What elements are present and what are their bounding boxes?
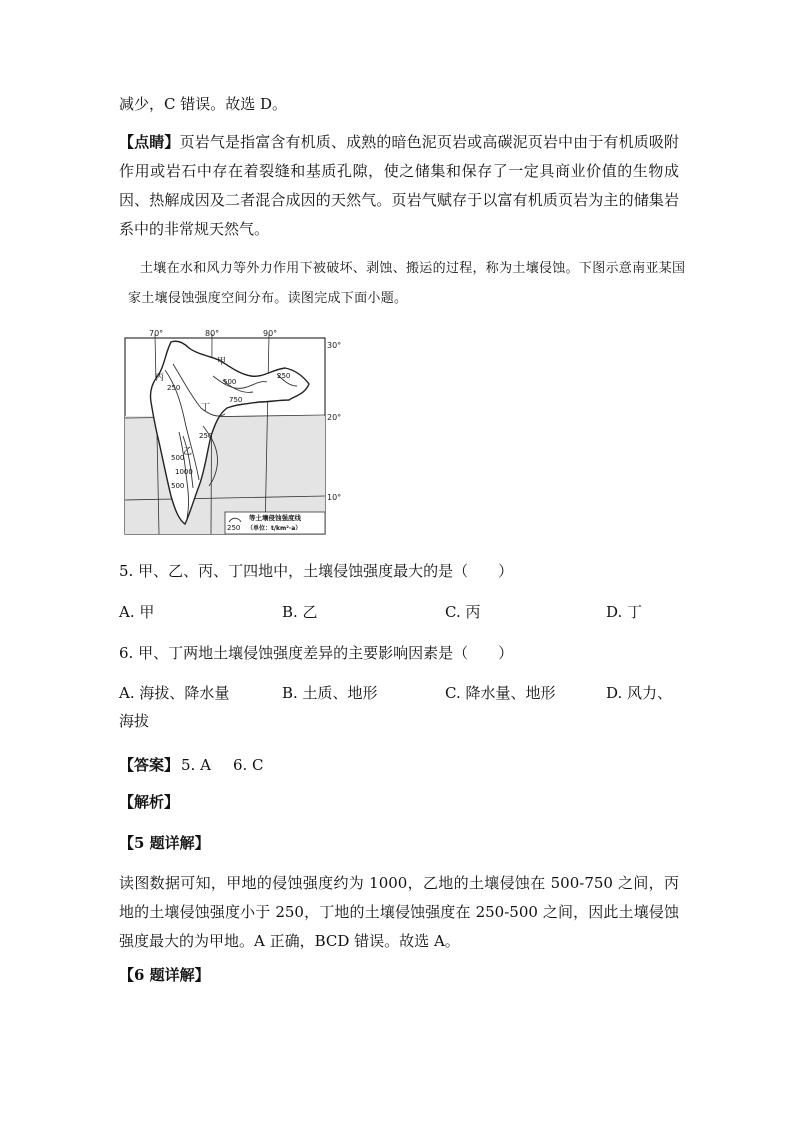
question-5: 5. 甲、乙、丙、丁四地中，土壤侵蚀强度最大的是（ ） xyxy=(119,562,514,580)
question-6: 6. 甲、丁两地土壤侵蚀强度差异的主要影响因素是（ ） xyxy=(119,644,514,662)
note-paragraph xyxy=(119,128,679,244)
q6-detail-heading: 【6 题详解】 xyxy=(119,966,210,984)
legend-unit: （单位：t/km²·a） xyxy=(247,525,302,532)
answer-tag: 【答案】 xyxy=(119,756,180,774)
contour-label: 500 xyxy=(171,454,185,462)
contour-label: 250 xyxy=(277,372,291,380)
lat-label: 10° xyxy=(327,493,342,502)
region-label-yi: 乙 xyxy=(183,447,193,457)
legend-value: 250 xyxy=(227,524,241,532)
q6-option-c: C. 降水量、地形 xyxy=(445,684,556,702)
region-label-bing: 丙 xyxy=(155,373,165,383)
note-tag: 【点睛】 xyxy=(119,133,180,151)
contour-label: 750 xyxy=(229,396,243,404)
lon-label: 70° xyxy=(149,330,164,338)
contour-label: 1000 xyxy=(175,468,193,476)
region-label-jia: 甲 xyxy=(217,357,227,367)
contour-label: 500 xyxy=(171,482,185,490)
q5-detail-heading: 【5 题详解】 xyxy=(119,834,210,852)
contour-label: 500 xyxy=(223,378,237,386)
q6-option-b: B. 土质、地形 xyxy=(282,684,378,702)
q6-option-d-wrap: 海拔 xyxy=(119,712,150,730)
lon-label: 90° xyxy=(263,330,278,338)
region-label-ding: 丁 xyxy=(201,403,211,413)
analysis-heading: 【解析】 xyxy=(119,793,180,811)
lon-label: 80° xyxy=(205,330,220,338)
q5-option-a: A. 甲 xyxy=(119,603,155,621)
q5-option-d: D. 丁 xyxy=(606,603,643,621)
question-stem: 土壤在水和风力等外力作用下被破坏、剥蚀、搬运的过程，称为土壤侵蚀。下图示意南亚某国家土壤侵蚀强度空间分布。读图完成下面小题。 xyxy=(128,261,686,306)
q5-option-c: C. 丙 xyxy=(445,603,481,621)
previous-answer-tail: 减少，C 错误。故选 D。 xyxy=(119,95,288,113)
lat-label: 20° xyxy=(327,413,342,422)
legend-title: 等土壤侵蚀强度线 xyxy=(249,514,301,522)
note-text: 页岩气是指富含有机质、成熟的暗色泥页岩或高碳泥页岩中由于有机质吸附作用或岩石中存在着裂缝和基质孔隙，使之储集和保存了一定具商业价值的生物成因、热解成因及二者混合成因的天然气。页岩气赋存于以富有机质页岩为主的储集岩系中的非常规天然气。 xyxy=(119,133,679,238)
contour-label: 250 xyxy=(167,384,181,392)
q5-option-b: B. 乙 xyxy=(282,603,318,621)
q6-option-d: D. 风力、 xyxy=(606,684,673,702)
lat-label: 30° xyxy=(327,341,342,350)
answer-5: 5. A xyxy=(181,756,211,774)
answer-6: 6. C xyxy=(232,756,264,774)
q5-detail-text: 读图数据可知，甲地的侵蚀强度约为 1000，乙地的土壤侵蚀在 500-750 之间，丙地的土壤侵蚀强度小于 250，丁地的土壤侵蚀强度在 250-500 之间，因此土壤侵蚀强度最大的为甲地。A 正确，BCD 错误。故选 A。 xyxy=(119,874,679,950)
legend xyxy=(225,512,325,534)
answer-line xyxy=(119,754,264,775)
q6-option-a: A. 海拔、降水量 xyxy=(119,684,230,702)
contour-label: 250 xyxy=(199,432,213,440)
soil-erosion-map xyxy=(119,330,357,544)
